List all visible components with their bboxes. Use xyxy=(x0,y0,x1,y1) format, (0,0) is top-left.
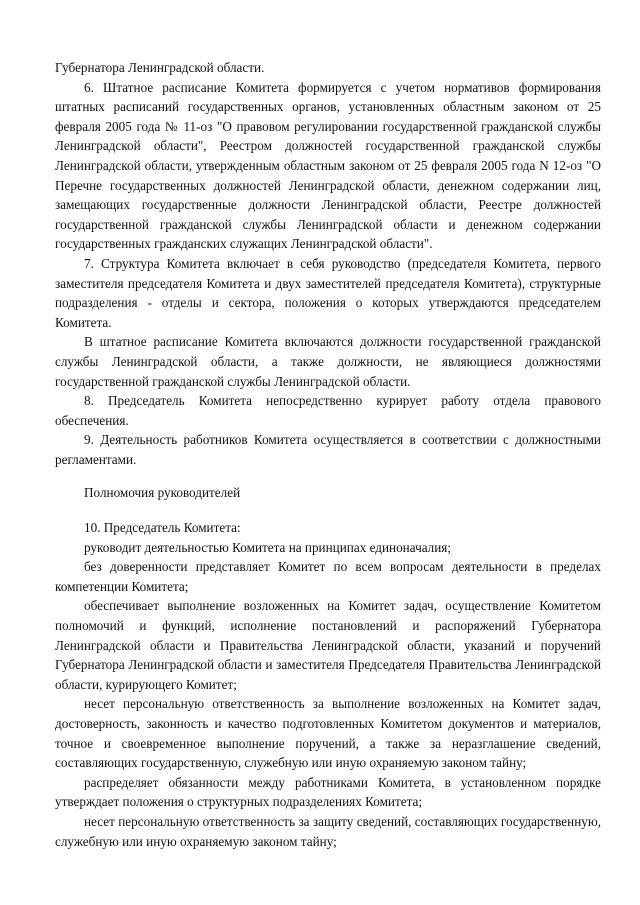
list-item-represents: без доверенности представляет Комитет по всем вопросам деятельности в пределах компетенции Комитета; xyxy=(55,559,601,594)
paragraph-item-8: 8. Председатель Комитета непосредственно курирует работу отдела правового обеспечения. xyxy=(55,393,601,428)
paragraph-continuation: Губернатора Ленинградской области. xyxy=(55,60,265,75)
document-page xyxy=(55,58,601,851)
paragraph-item-6: 6. Штатное расписание Комитета формируется с учетом нормативов формирования штатных расписаний государственных органов, установленных областным законом от 25 февраля 2005 года № 11-оз "О правовом регулировании государственной гражданской службы Ленинградской области", Реестром должностей государственной гражданской службы Ленинградской области, утвержденным областным законом от 25 февраля 2005 года N 12-оз "О Перечне государственных должностей Ленинградской области, денежном содержании лиц, замещающих государственные должности Ленинградской области, Реестре должностей государственной гражданской службы Ленинградской области и денежном содержании государственных гражданских служащих Ленинградской области". xyxy=(55,79,601,252)
list-item-responsibility-tasks: несет персональную ответственность за выполнение возложенных на Комитет задач, достоверность, законность и качество подготовленных Комитетом документов и материалов, точное и своевременное выполнение поручений, а также за неразглашение сведений, составляющих государственную, служебную или иную охраняемую законом тайну; xyxy=(55,696,601,771)
list-item-ensures: обеспечивает выполнение возложенных на Комитет задач, осуществление Комитетом полномочий и функций, исполнение постановлений и распоряжений Губернатора Ленинградской области и Правительства Ленинградской области, указаний и поручений Губернатора Ленинградской области и заместителя Председателя Правительства Ленинградской области, курирующего Комитет; xyxy=(55,598,601,692)
list-item-manages: руководит деятельностью Комитета на принципах единоначалия; xyxy=(84,539,452,555)
paragraph-item-10: 10. Председатель Комитета: xyxy=(84,520,241,536)
list-item-responsibility-secrets: несет персональную ответственность за защиту сведений, составляющих государственную, служебную или иную охраняемую законом тайну; xyxy=(55,813,601,849)
section-heading: Полномочия руководителей xyxy=(84,485,241,501)
list-item-distributes-duties: распределяет обязанности между работниками Комитета, в установленном порядке утверждает положения о структурных подразделениях Комитета; xyxy=(55,774,601,810)
paragraph-item-9: 9. Деятельность работников Комитета осуществляется в соответствии с должностными регламентами. xyxy=(55,432,601,467)
paragraph-staff-schedule: В штатное расписание Комитета включаются должности государственной гражданской службы Ленинградской области, а также должности, не являющиеся должностями государственной гражданской службы Ленинградской области. xyxy=(55,334,601,389)
paragraph-item-7: 7. Структура Комитета включает в себя руководство (председателя Комитета, первого заместителя председателя Комитета и двух заместителей председателя Комитета), структурные подразделения - отделы и сектора, положения о которых утверждаются председателем Комитета. xyxy=(55,255,601,330)
